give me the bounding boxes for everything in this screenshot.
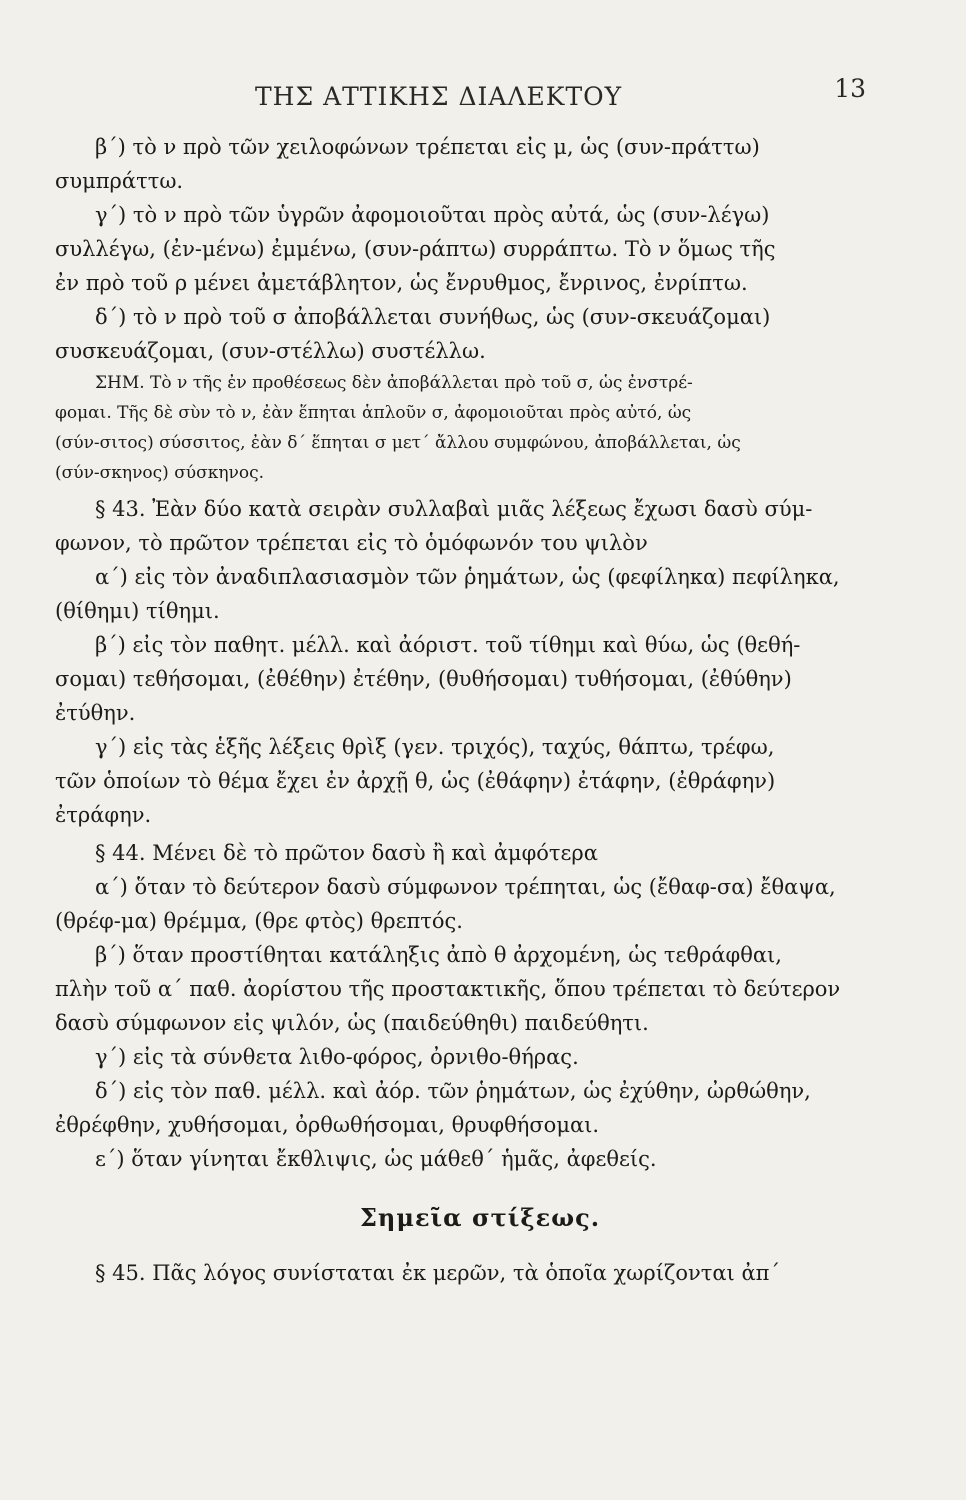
text-line: ἐν πρὸ τοῦ ρ μένει ἀμετάβλητον, ὡς ἔνρυθμος, ἔνρινος, ἐνρίπτω. <box>55 271 748 295</box>
text-line: συσκευάζομαι, (συν-στέλλω) συστέλλω. <box>55 339 486 363</box>
text-lines <box>55 130 905 1176</box>
text-line: ε΄) ὅταν γίνηται ἔκθλιψις, ὡς μάθεθ΄ ἡμᾶς, ἀφεθείς. <box>95 1147 657 1171</box>
text-line: β΄) εἰς τὸν παθητ. μέλλ. καὶ ἀόριστ. τοῦ τίθημι καὶ θύω, ὡς (θεθή- <box>95 633 801 657</box>
text-line: τῶν ὁποίων τὸ θέμα ἔχει ἐν ἀρχῇ θ, ὡς (ἐθάφην) ἐτάφην, (ἐθράφην) <box>55 769 776 793</box>
text-line: § 44. Μένει δὲ τὸ πρῶτον δασὺ ἢ καὶ ἀμφότερα <box>95 841 598 865</box>
text-line: δασὺ σύμφωνον εἰς ψιλόν, ὡς (παιδεύθηθι) παιδεύθητι. <box>55 1011 649 1035</box>
text-line: § 43. Ἐὰν δύο κατὰ σειρὰν συλλαβαὶ μιᾶς λέξεως ἔχωσι δασὺ σύμ- <box>95 497 813 521</box>
text-line: (θίθημι) τίθημι. <box>55 599 220 623</box>
text-line: ἐτράφην. <box>55 803 152 827</box>
text-line: δ΄) εἰς τὸν παθ. μέλλ. καὶ ἀόρ. τῶν ῥημάτων, ὡς ἐχύθην, ὠρθώθην, <box>95 1079 811 1103</box>
text-line: ἐθρέφθην, χυθήσομαι, ὀρθωθήσομαι, θρυφθήσομαι. <box>55 1113 600 1137</box>
text-line: γ΄) τὸ ν πρὸ τῶν ὑγρῶν ἀφομοιοῦται πρὸς αὐτά, ὡς (συν-λέγω) <box>95 203 770 227</box>
text-line: γ΄) εἰς τὰς ἑξῆς λέξεις θρὶξ (γεν. τριχός), ταχύς, θάπτω, τρέφω, <box>95 735 775 759</box>
running-head <box>0 70 966 110</box>
text-line: πλὴν τοῦ α΄ παθ. ἀορίστου τῆς προστακτικῆς, ὅπου τρέπεται τὸ δεύτερον <box>55 977 841 1001</box>
text-line: φωνον, τὸ πρῶτον τρέπεται εἰς τὸ ὁμόφωνόν του ψιλὸν <box>55 531 648 555</box>
body-text <box>55 130 905 1290</box>
section-heading: Σημεῖα στίξεως. <box>359 1203 601 1232</box>
running-title: ΤΗΣ ΑΤΤΙΚΗΣ ΔΙΑΛΕΚΤΟΥ <box>255 82 623 111</box>
text-line: γ΄) εἰς τὰ σύνθετα λιθο-φόρος, ὀρνιθο-θήρας. <box>95 1045 579 1069</box>
text-line: (θρέφ-μα) θρέμμα, (θρε φτὸς) θρεπτός. <box>55 909 463 933</box>
text-line: α΄) ὅταν τὸ δεύτερον δασὺ σύμφωνον τρέπηται, ὡς (ἔθαφ-σα) ἔθαψα, <box>95 875 836 899</box>
text-line: β΄) ὅταν προστίθηται κατάληξις ἀπὸ θ ἀρχομένη, ὡς τεθράφθαι, <box>95 943 782 967</box>
text-line: ἐτύθην. <box>55 701 136 725</box>
text-line: (σύν-σιτος) σύσσιτος, ἐὰν δ΄ ἕπηται σ μετ΄ ἄλλου συμφώνου, ἀποβάλλεται, ὡς <box>55 433 741 453</box>
text-line: β΄) τὸ ν πρὸ τῶν χειλοφώνων τρέπεται εἰς μ, ὡς (συν-πράττω) <box>95 135 760 159</box>
text-line: σομαι) τεθήσομαι, (ἐθέθην) ἐτέθην, (θυθήσομαι) τυθήσομαι, (ἐθύθην) <box>55 667 792 691</box>
text-line-last: § 45. Πᾶς λόγος συνίσταται ἐκ μερῶν, τὰ ὁποῖα χωρίζονται ἀπ΄ <box>95 1261 780 1285</box>
text-line: συμπράττω. <box>55 169 184 193</box>
text-line: α΄) εἰς τὸν ἀναδιπλασιασμὸν τῶν ῥημάτων, ὡς (φεφίληκα) πεφίληκα, <box>95 565 840 589</box>
text-line: δ΄) τὸ ν πρὸ τοῦ σ ἀποβάλλεται συνήθως, ὡς (συν-σκευάζομαι) <box>95 305 771 329</box>
text-line: φομαι. Τῆς δὲ σὺν τὸ ν, ἐὰν ἕπηται ἁπλοῦν σ, ἀφομοιοῦται πρὸς αὐτό, ὡς <box>55 403 692 423</box>
page-number: 13 <box>834 74 866 103</box>
text-line: (σύν-σκηνος) σύσκηνος. <box>55 463 265 483</box>
text-line: ΣΗΜ. Τὸ ν τῆς ἐν προθέσεως δὲν ἀποβάλλεται πρὸ τοῦ σ, ὡς ἐνστρέ- <box>95 373 693 393</box>
text-line: συλλέγω, (ἐν-μένω) ἐμμένω, (συν-ράπτω) συρράπτω. Τὸ ν ὅμως τῆς <box>55 237 776 261</box>
